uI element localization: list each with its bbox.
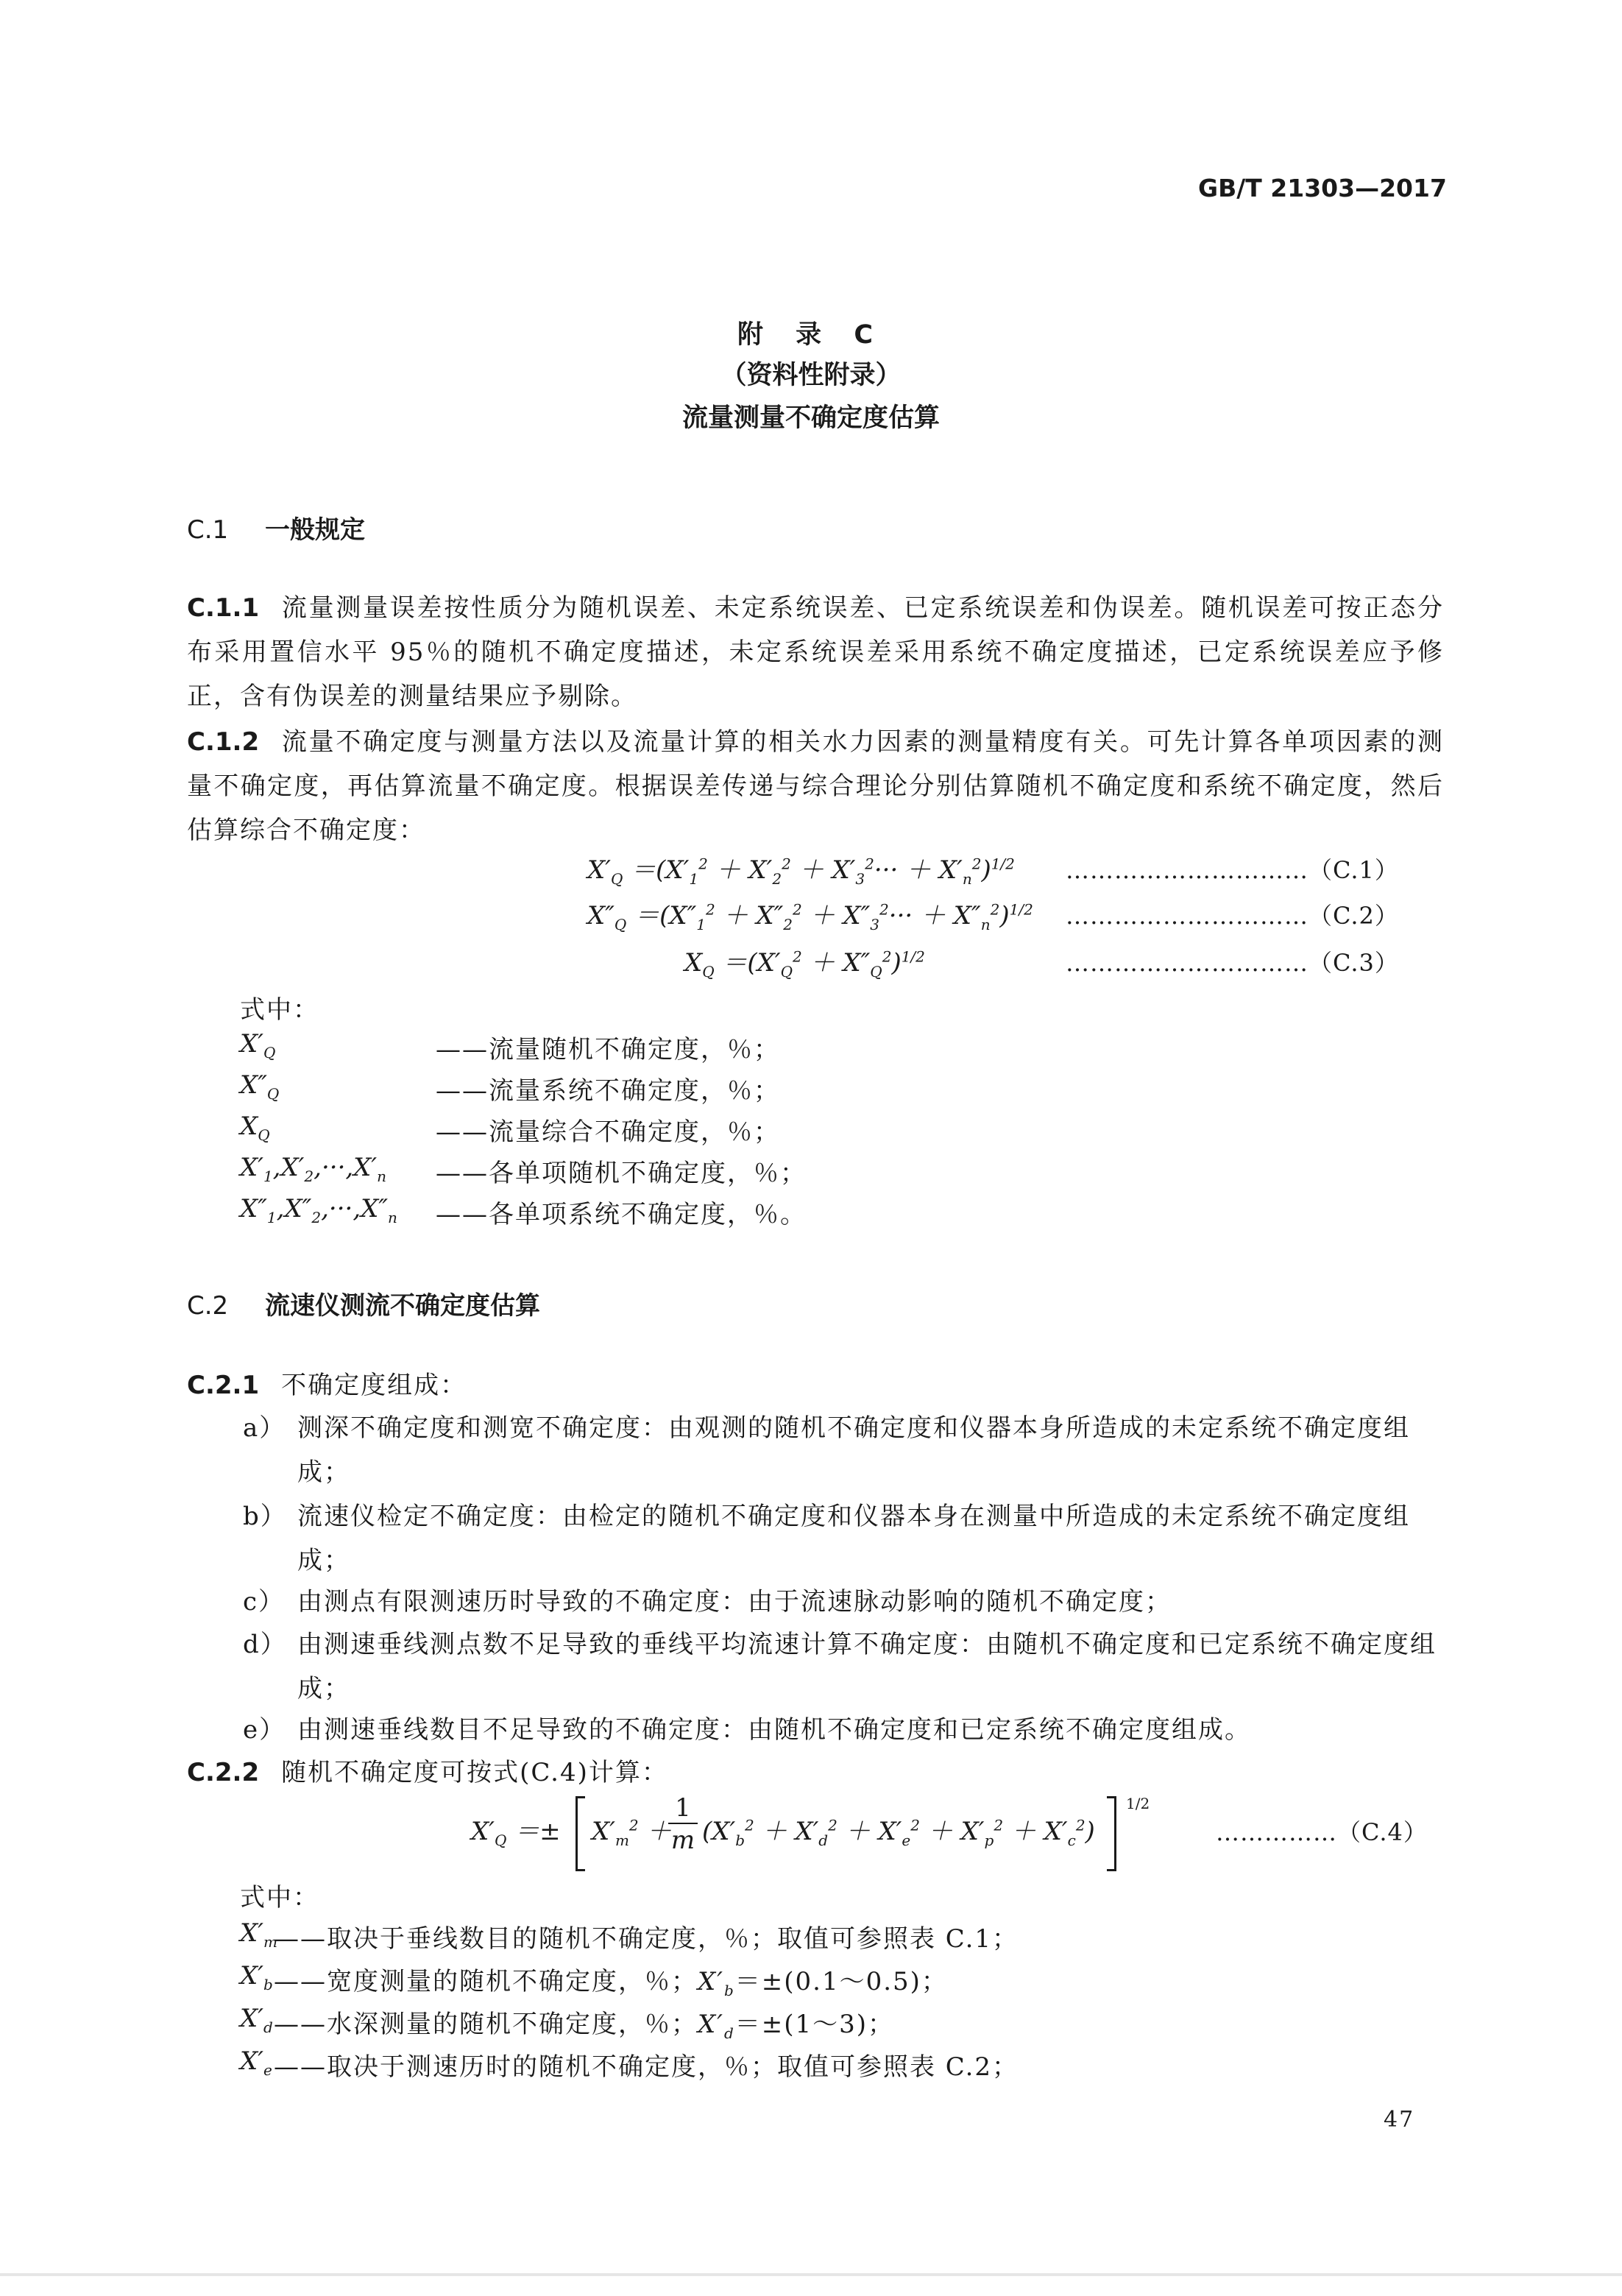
symbol-xi-double-prime-list: $X''_1,X''_2,\cdot\cdot\cdot,X''_n$: [240, 1194, 397, 1226]
definition-text: ——取决于垂线数目的随机不确定度，％；取值可参照表 C.1；: [274, 1924, 1019, 1954]
paragraph-c22: [187, 1751, 1444, 1795]
definition-range: ＝±(1～3)；: [734, 2010, 895, 2039]
equation-c4-lhs: $X'_Q$ ＝±: [471, 1817, 561, 1849]
symbol-xq: $X_Q$: [240, 1112, 270, 1144]
definition-text: ——各单项随机不确定度，％；: [436, 1159, 807, 1188]
symbol-xe-prime: $X'_e$: [240, 2046, 272, 2079]
symbol-xi-prime-list: $X'_1,X'_2,\cdot\cdot\cdot,X'_n$: [240, 1153, 386, 1185]
page-number: 47: [1384, 2107, 1415, 2133]
clause-text: 不确定度组成：: [281, 1371, 467, 1400]
section-number: C.2: [187, 1291, 229, 1321]
symbol-xq-double-prime: $X''_Q$: [240, 1070, 280, 1103]
section-c1-heading: [187, 509, 365, 545]
clause-text: 流量测量误差按性质分为随机误差、未定系统误差、已定系统误差和伪误差。随机误差可按正态分布采用置信水平 95％的随机不确定度描述，未定系统误差采用系统不确定度描述，已定系统误差应予修正，含有伪误差的测量结果应予剔除。: [187, 593, 1444, 711]
clause-number: C.2.2: [187, 1758, 260, 1787]
symbol-xd-prime-inline: $X'_d$: [698, 2010, 735, 2042]
section-title: 流速仪测流不确定度估算: [265, 1291, 540, 1321]
equation-c4-label: ……………（C.4）: [1216, 1818, 1428, 1846]
annex-type: （资料性附录）: [720, 361, 902, 390]
list-item-label: c）: [243, 1587, 286, 1617]
equation-c2-label: …………………………（C.2）: [1066, 902, 1399, 930]
symbol-xb-prime: $X'_b$: [240, 1961, 273, 1993]
list-item-text: 由测点有限测速历时导致的不确定度：由于流速脉动影响的随机不确定度；: [297, 1587, 1172, 1617]
list-item-text: 由测速垂线测点数不足导致的垂线平均流速计算不确定度：由随机不确定度和已定系统不确定度组成；: [297, 1630, 1437, 1703]
standard-number: GB/T 21303—2017: [1198, 174, 1447, 202]
left-bracket: [576, 1796, 585, 1871]
list-item-label: a）: [243, 1413, 286, 1443]
fraction-one-over-m: $\frac{1}{m}$: [668, 1793, 698, 1857]
annex-title: 流量测量不确定度估算: [681, 403, 940, 433]
list-item-label: d）: [243, 1630, 287, 1659]
list-item: [243, 1494, 1445, 1583]
paragraph-c11: [187, 586, 1444, 718]
equation-c2: $X''_Q =(X''_1^2 + X''_2^2 + X''_3^2\cdot\cdot\cdot + X''_n^2)^{1/2}$: [587, 900, 1033, 933]
paragraph-c21: [187, 1363, 1444, 1407]
definition-desc: ——宽度测量的随机不确定度，％；: [274, 1967, 698, 1996]
symbol-xm-prime: $X'_m$: [240, 1918, 277, 1951]
list-item-text: 流速仪检定不确定度：由检定的随机不确定度和仪器本身在测量中所造成的未定系统不确定度组成；: [297, 1502, 1410, 1575]
list-item-label: b）: [243, 1502, 287, 1531]
symbol-xq-prime: $X'_Q$: [240, 1029, 276, 1062]
list-item: [243, 1580, 1445, 1624]
right-bracket: [1107, 1796, 1116, 1871]
list-item-label: e）: [243, 1715, 286, 1745]
equation-c4-exponent: 1/2: [1126, 1795, 1150, 1812]
definition-range: ＝±(0.1～0.5)；: [734, 1967, 948, 1996]
definition-text: ——流量综合不确定度，％；: [436, 1117, 780, 1147]
definition-text: ——取决于测速历时的随机不确定度，％；取值可参照表 C.2；: [274, 2052, 1019, 2082]
definition-text: [274, 2004, 894, 2042]
definition-text: ——流量随机不确定度，％；: [436, 1035, 780, 1064]
section-title: 一般规定: [265, 515, 365, 545]
clause-text: 随机不确定度可按式(C.4)计算：: [281, 1758, 668, 1787]
equation-c1: $X'_Q =(X'_1^2 + X'_2^2 + X'_3^2\cdot\cdot\cdot + X'_n^2)^{1/2}$: [587, 855, 1015, 888]
list-item: [243, 1406, 1445, 1494]
symbol-xd-prime: $X'_d$: [240, 2004, 273, 2036]
clause-number: C.2.1: [187, 1371, 260, 1400]
paragraph-c12: [187, 720, 1444, 852]
equation-c1-label: …………………………（C.1）: [1066, 856, 1399, 884]
definition-text: ——各单项系统不确定度，％。: [436, 1200, 807, 1229]
clause-number: C.1.2: [187, 727, 260, 757]
section-number: C.1: [187, 515, 229, 545]
list-item: [243, 1622, 1445, 1711]
where-label: 式中：: [240, 995, 319, 1025]
equation-c3-label: …………………………（C.3）: [1066, 949, 1399, 977]
where-label: 式中：: [240, 1883, 319, 1912]
clause-text: 流量不确定度与测量方法以及流量计算的相关水力因素的测量精度有关。可先计算各单项因素的测量不确定度，再估算流量不确定度。根据误差传递与综合理论分别估算随机不确定度和系统不确定度，然后估算综合不确定度：: [187, 727, 1444, 845]
definition-text: [274, 1961, 948, 1999]
equation-c4-terms: $(X'_b^2 + X'_d^2 + X'_e^2 + X'_p^2 + X'_c^2)$: [702, 1816, 1095, 1849]
definition-desc: ——水深测量的随机不确定度，％；: [274, 2010, 698, 2039]
bottom-edge: [0, 2273, 1622, 2276]
list-item-text: 由测速垂线数目不足导致的不确定度：由随机不确定度和已定系统不确定度组成。: [297, 1715, 1251, 1745]
section-c2-heading: [187, 1285, 540, 1321]
definition-text: ——流量系统不确定度，％；: [436, 1076, 780, 1106]
symbol-xb-prime-inline: $X'_b$: [698, 1967, 735, 1999]
annex-label: 附 录 C: [737, 320, 885, 350]
clause-number: C.1.1: [187, 593, 260, 623]
list-item-text: 测深不确定度和测宽不确定度：由观测的随机不确定度和仪器本身所造成的未定系统不确定度组成；: [297, 1413, 1410, 1487]
equation-c3: $X_Q =(X'_Q^2 + X''_Q^2)^{1/2}$: [684, 947, 925, 981]
equation-c4-term-m: $X'_m^2$ ＋: [592, 1816, 672, 1849]
list-item: [243, 1708, 1445, 1752]
